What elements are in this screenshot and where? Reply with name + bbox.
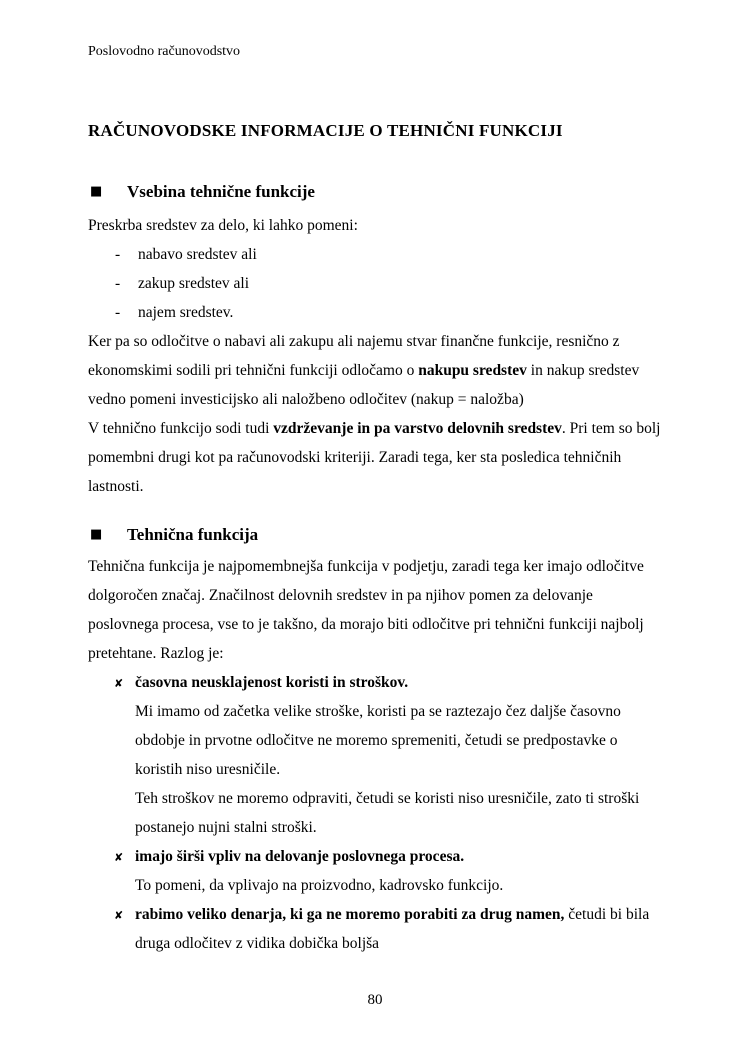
section-heading-tehnicna [88,523,662,547]
dash-list [88,240,662,327]
paragraph-text: . Pri tem so bolj pomembni drugi kot pa računovodski kriteriji. Zaradi tega, ker sta posledica tehničnih lastnosti. [88,420,661,495]
bullet-title [135,900,662,958]
bold-phrase: vzdrževanje in pa varstvo delovnih sredstev [273,420,562,437]
bold-phrase: nakupu sredstev [418,362,527,379]
x-bullet-item [88,668,662,842]
bullet-title-normal: četudi bi bila druga odločitev z vidika dobička boljša [135,906,650,952]
paragraph-preskrba: Preskrba sredstev za delo, ki lahko pomeni: [88,217,358,234]
section-heading-label: Tehnična funkcija [127,525,259,544]
list-item-text: najem sredstev. [138,304,234,321]
bullet-title-bold: imajo širši vpliv na delovanje poslovnega procesa. [135,848,465,865]
list-item [88,269,662,298]
paragraph-nakup [88,327,662,414]
bullet-title-bold: časovna neusklajenost koristi in stroškov. [135,674,409,691]
dash-bullet-icon: - [115,275,121,292]
paragraph-text: Ker pa so odločitve o nabavi ali zakupu ali najemu stvar finančne funkcije, resnično z ekonomskimi sodili pri tehnični funkciji odločamo o [88,333,620,379]
paragraph-text: V tehnično funkcijo sodi tudi [88,420,274,437]
x-bullet-icon: ✘ [114,851,124,864]
bullet-body: To pomeni, da vplivajo na proizvodno, kadrovsko funkcijo. [135,877,504,894]
x-bullet-icon: ✘ [114,909,124,922]
page-number: 80 [367,992,383,1008]
x-bullet-item [88,900,662,958]
square-bullet-icon: ■ [90,184,103,199]
bullet-title [135,668,662,697]
paragraph-text: in nakup sredstev vedno pomeni investicijsko ali naložbeno odločitev (nakup = naložba) [88,362,640,408]
running-header: Poslovodno računovodstvo [88,44,241,59]
square-bullet-icon: ■ [90,527,103,542]
section-heading-vsebina [88,180,662,204]
paragraph-vzdrzevanje [88,414,662,501]
dash-bullet-icon: - [115,304,121,321]
x-bullet-icon: ✘ [114,677,124,690]
bullet-body: Mi imamo od začetka velike stroške, koristi pa se raztezajo čez daljše časovno obdobje in prvotne odločitve ne moremo spremeniti, četudi se predpostavke o koristih niso uresničile. [135,703,621,778]
list-item [88,240,662,269]
bullet-title-bold: rabimo veliko denarja, ki ga ne moremo porabiti za drug namen, [135,906,565,923]
list-item-text: zakup sredstev ali [138,275,250,292]
list-item-text: nabavo sredstev ali [138,246,257,263]
bullet-body: Teh stroškov ne moremo odpraviti, četudi se koristi niso uresničile, zato ti stroški postanejo nujni stalni stroški. [135,790,640,836]
page-title: RAČUNOVODSKE INFORMACIJE O TEHNIČNI FUNKCIJI [88,121,563,140]
paragraph-tehnicna-intro: Tehnična funkcija je najpomembnejša funkcija v podjetju, zaradi tega ker imajo odločitve dolgoročen značaj. Značilnost delovnih sredstev in pa njihov pomen za delovanje poslovnega procesa, vse to je takšno, da morajo biti odločitve pri tehnični funkciji najbolj pretehtane. Razlog je: [88,558,644,662]
list-item [88,298,662,327]
x-bullet-list [88,668,662,958]
section-heading-label: Vsebina tehnične funkcije [127,182,315,201]
x-bullet-item [88,842,662,900]
bullet-title [135,842,662,871]
dash-bullet-icon: - [115,246,121,263]
